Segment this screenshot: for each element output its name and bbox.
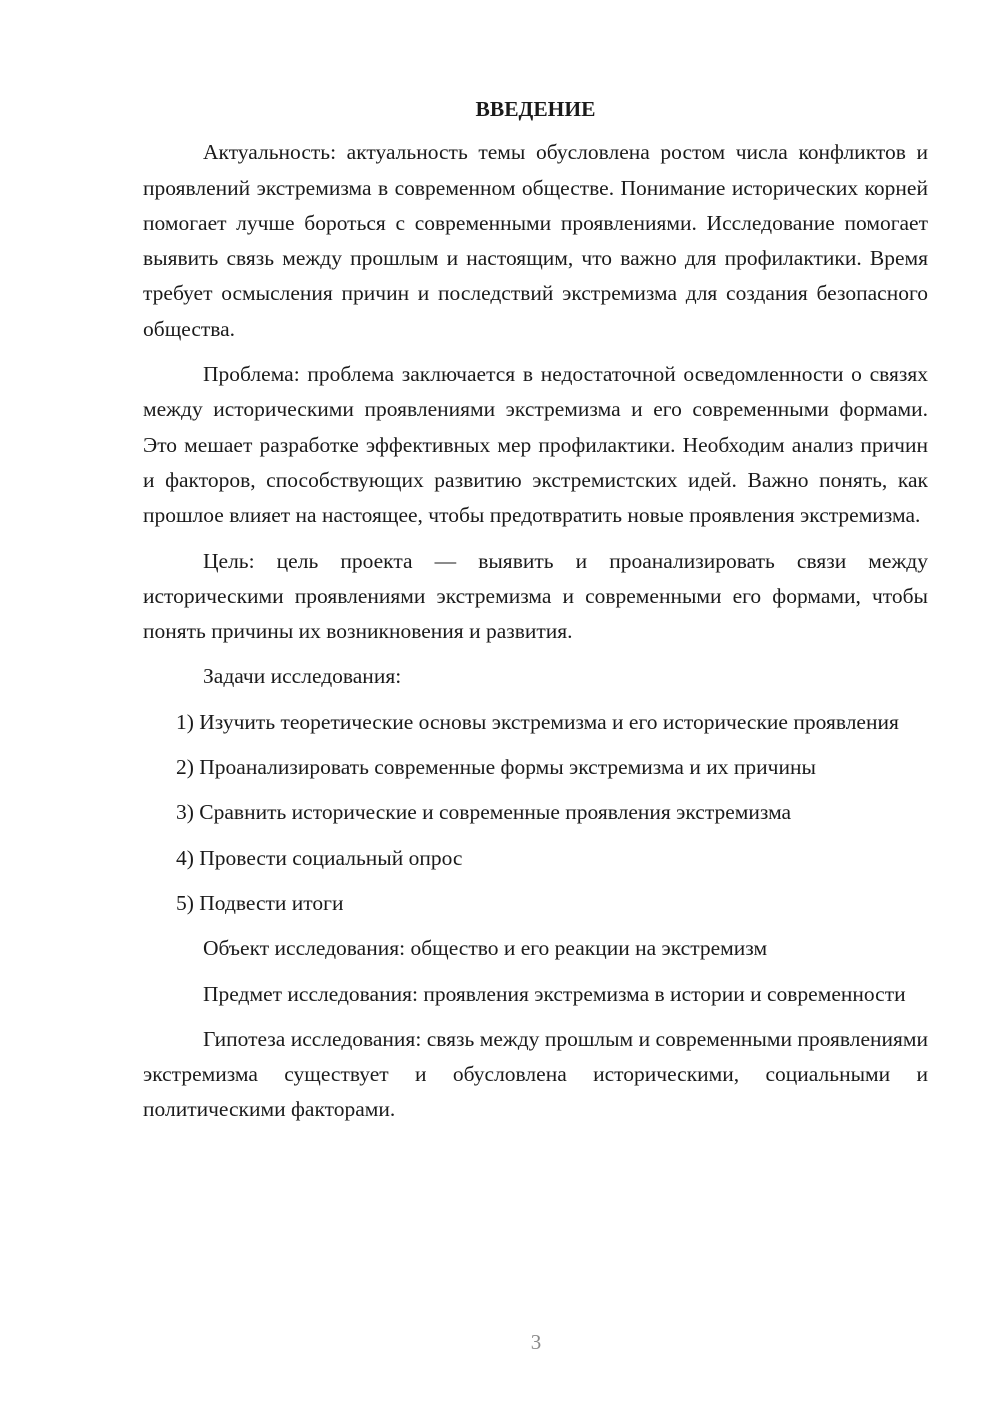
- paragraph-relevance: Актуальность: актуальность темы обусловлена ростом числа конфликтов и проявлений экстремизма в современном обществе. Понимание исторических корней помогает лучше бороться с современными проявлениями. Исследование помогает выявить связь между прошлым и настоящим, что важно для профилактики. Время требует осмысления причин и последствий экстремизма для создания безопасного общества.: [143, 140, 928, 341]
- paragraph-problem: Проблема: проблема заключается в недостаточной осведомленности о связях между историческими проявлениями экстремизма и его современными формами. Это мешает разработке эффективных мер профилактики. Необходим анализ причин и факторов, способствующих развитию экстремистских идей. Важно понять, как прошлое влияет на настоящее, чтобы предотвратить новые проявления экстремизма.: [143, 362, 928, 528]
- task-item-2: 2) Проанализировать современные формы экстремизма и их причины: [176, 755, 816, 780]
- paragraph-object: Объект исследования: общество и его реакции на экстремизм: [203, 936, 768, 961]
- paragraph-goal: Цель: цель проекта — выявить и проанализировать связи между историческими проявлениями экстремизма и современными его формами, чтобы понять причины их возникновения и развития.: [143, 548, 928, 644]
- paragraph-subject: Предмет исследования: проявления экстремизма в истории и современности: [203, 981, 906, 1006]
- section-title: ВВЕДЕНИЕ: [475, 97, 596, 121]
- paragraph-hypothesis: Гипотеза исследования: связь между прошлым и современными проявлениями экстремизма существует и обусловлена историческими, социальными и политическими факторами.: [143, 1026, 928, 1122]
- tasks-heading: Задачи исследования:: [203, 664, 402, 689]
- page-number: 3: [530, 1330, 542, 1354]
- document-page: [143, 92, 928, 1138]
- task-item-3: 3) Сравнить исторические и современные проявления экстремизма: [176, 800, 792, 825]
- task-item-4: 4) Провести социальный опрос: [176, 845, 463, 870]
- task-item-1: 1) Изучить теоретические основы экстремизма и его исторические проявления: [176, 709, 899, 734]
- task-item-5: 5) Подвести итоги: [176, 890, 344, 915]
